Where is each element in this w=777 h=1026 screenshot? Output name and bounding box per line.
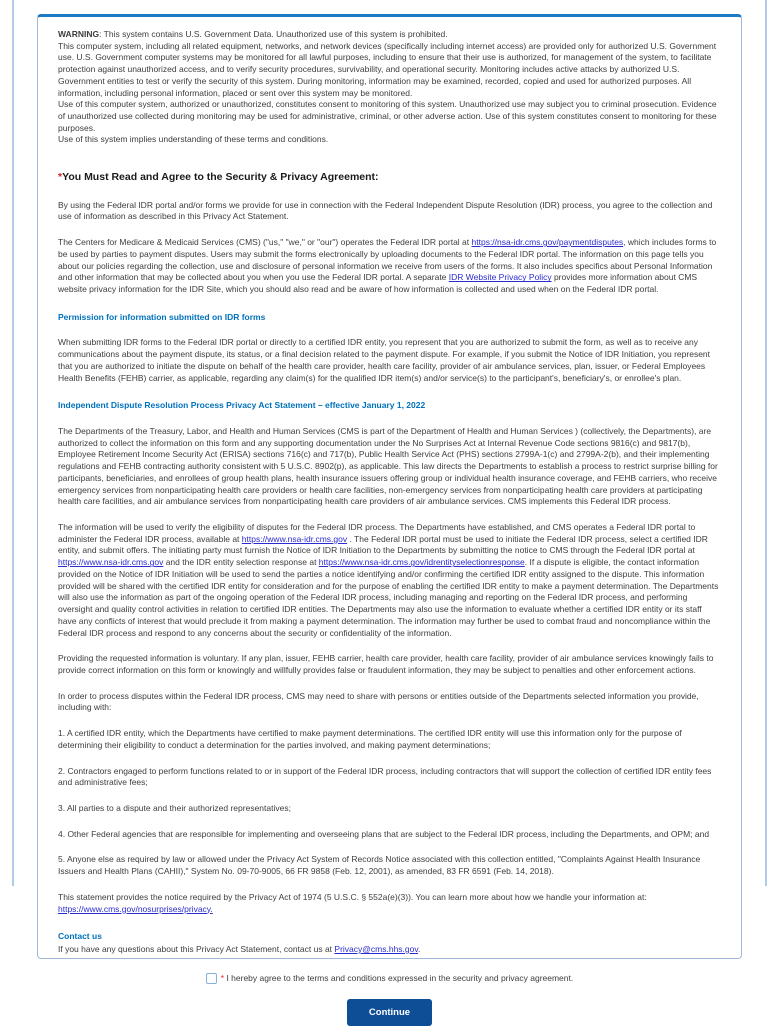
continue-button[interactable]: Continue — [347, 999, 432, 1026]
text-segment: , which includes forms to be used by parties to payment disputes. Users may submit the forms electronically by uploading documents to the Federal IDR portal. The information on this page tells you about our policies regarding the collection, use and disclosure of personal information we receive from users of the forms. It also includes specifics about Personal Information and other information that may be collected about you when you use the Federal IDR portal. A separate — [58, 237, 716, 282]
text-segment: Contact us — [58, 931, 102, 941]
text-segment: If you have any questions about this Privacy Act Statement, contact us at — [58, 944, 334, 954]
list-item-5 — [58, 854, 721, 877]
privacy-act-notice-paragraph — [58, 892, 721, 915]
text-segment: WARNING — [58, 29, 99, 39]
idr-website-privacy-policy-link[interactable]: IDR Website Privacy Policy — [449, 272, 552, 282]
text-segment: and the IDR entity selection response at — [163, 557, 318, 567]
consent-label — [221, 973, 574, 983]
text-segment: Use of this computer system, authorized or unauthorized, constitutes consent to monitoring of this system. Unauthorized use may subject you to criminal prosecution. Evidence of unauthorized use collected during monitoring may be used for administrative, criminal, or other adverse action. Use of this system constitutes consent to monitoring for these purposes. — [58, 99, 717, 132]
federal-idr-portal-link-2[interactable]: https://www.nsa-idr.cms.gov — [58, 557, 163, 567]
list-item-4 — [58, 829, 721, 841]
information-use-paragraph — [58, 522, 721, 639]
payment-disputes-link[interactable]: https://nsa-idr.cms.gov/paymentdisputes — [472, 237, 624, 247]
text-segment: . — [418, 944, 420, 954]
text-segment: By using the Federal IDR portal and/or forms we provide for use in connection with the Federal Independent Dispute Resolution (IDR) process, you agree to the collection and use of information as described in this Privacy Act Statement. — [58, 200, 712, 222]
list-item-1 — [58, 728, 721, 751]
text-segment: Independent Dispute Resolution Process Privacy Act Statement – effective January 1, 2022 — [58, 400, 425, 410]
text-segment: . The Federal IDR portal must be used to initiate the Federal IDR process, select a certified IDR entity, and submit offers. The initiating party must furnish the Notice of IDR Initiation to the Departments by submitting the notice to CMS through the Federal IDR portal at — [58, 534, 708, 556]
consent-row — [14, 973, 765, 984]
text-segment: The information will be used to verify the eligibility of disputes for the Federal IDR process. The Departments have established, and CMS operates a Federal IDR portal to administer the Federal IDR process, available at — [58, 522, 695, 544]
agreement-heading — [58, 170, 721, 184]
text-segment: Providing the requested information is voluntary. If any plan, issuer, FEHB carrier, health care provider, health care facility, provider of air ambulance services knowingly fails to provide correct information on this form or knowingly and willfully provides false or fraudulent information, they may be subject to penalties and other enforcement actions. — [58, 653, 713, 675]
contact-us-subheading — [58, 931, 721, 943]
text-segment: 4. Other Federal agencies that are responsible for implementing and overseeing plans that are subject to the Federal IDR process, including the Departments, and OPM; and — [58, 829, 709, 839]
sharing-intro-paragraph — [58, 691, 721, 714]
text-segment: : This system contains U.S. Government Data. Unauthorized use of this system is prohibited. — [99, 29, 448, 39]
federal-idr-portal-link[interactable]: https://www.nsa-idr.cms.gov — [242, 534, 347, 544]
voluntary-paragraph — [58, 653, 721, 676]
nosurprises-privacy-link[interactable]: https://www.cms.gov/nosurprises/privacy. — [58, 904, 213, 914]
text-segment: You Must Read and Agree to the Security & Privacy Agreement: — [62, 171, 378, 183]
agree-checkbox-label: I hereby agree to the terms and conditions expressed in the security and privacy agreement. — [226, 973, 573, 983]
text-segment: This computer system, including all related equipment, networks, and network devices (specifically including internet access) are provided only for authorized U.S. Government use. U.S. Government computer systems may be monitored for all lawful purposes, including to ensure that their use is authorized, for management of the system, to facilitate protection against unauthorized access, and to verify security procedures, survivability, and operational security. Monitoring includes active attacks by authorized U.S. Government entities to test or verify the security of this system. During monitoring, information may be examined, recorded, copied and used for authorized purposes. All information, including personal information, placed or sent over this system may be monitored. — [58, 41, 716, 98]
cms-operates-paragraph — [58, 237, 721, 296]
privacy-act-subheading — [58, 400, 721, 412]
text-segment: 3. All parties to a dispute and their authorized representatives; — [58, 803, 291, 813]
text-segment: The Centers for Medicare & Medicaid Services (CMS) ("us," "we," or "our") operates the Federal IDR portal at — [58, 237, 472, 247]
consent-footer — [14, 973, 765, 1026]
text-segment: * — [58, 171, 62, 183]
text-segment: The Departments of the Treasury, Labor, and Health and Human Services (CMS is part of the Department of Health and Human Services ) (collectively, the Departments), are authorized to collect the information on this form and any supporting documentation under the No Surprises Act at Internal Revenue Code sections 9816(c) and 9817(b), Employee Retirement Income Security Act (ERISA) sections 716(c) and 717(b), Public Health Service Act (PHS) sections 2799A-1(c) and 2799A-2(b), and their implementing regulations and FEHB contracting authority consistent with 5 U.S.C. 8902(p), as applicable. This law directs the Departments to establish a process to restrict surprise billing for participants, beneficiaries, and enrollees of group health plans, health insurance issuers offering group or individual health insurance coverage, and FEHB carriers, who receive emergency services from nonparticipating health care providers or health care facilities, non-emergency services from nonparticipating health care providers at participating health care facilities, and air ambulance services from nonparticipating health care providers of air ambulance services. CMS implements this Federal IDR process. — [58, 426, 718, 506]
text-segment: 5. Anyone else as required by law or allowed under the Privacy Act System of Records Notice associated with this collection entitled, "Complaints Against Health Insurance Issuers and Health Plans (CAHII)," System No. 09-70-9005, 66 FR 9858 (Feb. 12, 2001), as amended, 83 FR 6591 (Feb. 14, 2018). — [58, 854, 700, 876]
privacy-email-link[interactable]: Privacy@cms.hhs.gov — [334, 944, 418, 954]
departments-paragraph — [58, 426, 721, 508]
text-segment: In order to process disputes within the Federal IDR process, CMS may need to share with persons or entities outside of the Departments selected information you provide, including with: — [58, 691, 699, 713]
text-segment: . If a dispute is eligible, the contact information provided on the Notice of IDR Initiation will be used to send the parties a notice identifying and/or confirming the certified IDR entity assigned to the dispute. This information provided will be shared with the certified IDR entity for consideration and for the purpose of enabling the certified IDR entity to make a payment determination. The Departments will also use the information as part of the ongoing operation of the Federal IDR process, including managing and reporting on the Federal IDR process, and performing oversight and quality control activities in relation to certified IDR entities. The Departments may also use the information to evaluate whether a certified IDR entity or its staff have any conflicts of interest that would preclude it from making a payment determination. The information may further be used to combat fraud and noncompliance within the Federal IDR process and respond to any concerns about the security or confidentiality of the information. — [58, 557, 718, 637]
required-asterisk: * — [221, 973, 224, 983]
text-segment: Use of this system implies understanding of these terms and conditions. — [58, 134, 328, 144]
agree-checkbox[interactable] — [206, 973, 217, 984]
list-item-3 — [58, 803, 721, 815]
privacy-agreement-panel — [37, 14, 742, 959]
permission-subheading — [58, 312, 721, 324]
text-segment: provides more information about CMS website privacy information for the IDR Site, which you should also read and be aware of how information is collected and used when on the Federal IDR portal. — [58, 272, 697, 294]
text-segment: 2. Contractors engaged to perform functions related to or in support of the Federal IDR process, including contractors that will support the collection of certified IDR entity fees and administrative fees; — [58, 766, 711, 788]
list-item-2 — [58, 766, 721, 789]
text-segment: When submitting IDR forms to the Federal IDR portal or directly to a certified IDR entity, you represent that you are authorized to submit the form, as well as to receive any communications about the payment dispute, its status, or a final decision related to the payment dispute. For example, if you submit the Notice of IDR Initiation, you represent that you are authorized to initiate the dispute on behalf of the health care provider, health care facility, provider of air ambulance services, plan, issuer, or Federal Employees Health Benefits (FEHB) carrier, as applicable, regarding any claim(s) for the qualified IDR item(s) and/or service(s) to the participant's, beneficiary's, or enrollee's plan. — [58, 337, 710, 382]
idr-entity-selection-response-link[interactable]: https://www.nsa-idr.cms.gov/idrentityselectionresponse — [319, 557, 525, 567]
text-segment: 1. A certified IDR entity, which the Departments have certified to make payment determinations. The certified IDR entity will use this information only for the purpose of determining their eligibility to conduct a determination for the parties involved, and making payment determinations; — [58, 728, 682, 750]
permission-paragraph — [58, 337, 721, 384]
text-segment: Permission for information submitted on IDR forms — [58, 312, 265, 322]
text-segment: This statement provides the notice required by the Privacy Act of 1974 (5 U.S.C. § 552a(e)(3)). You can learn more about how we handle your information at: — [58, 892, 647, 902]
intro-paragraph — [58, 200, 721, 223]
warning-paragraph — [58, 29, 721, 146]
contact-paragraph — [58, 944, 721, 956]
page-frame — [12, 0, 767, 886]
agreement-body — [58, 29, 721, 956]
